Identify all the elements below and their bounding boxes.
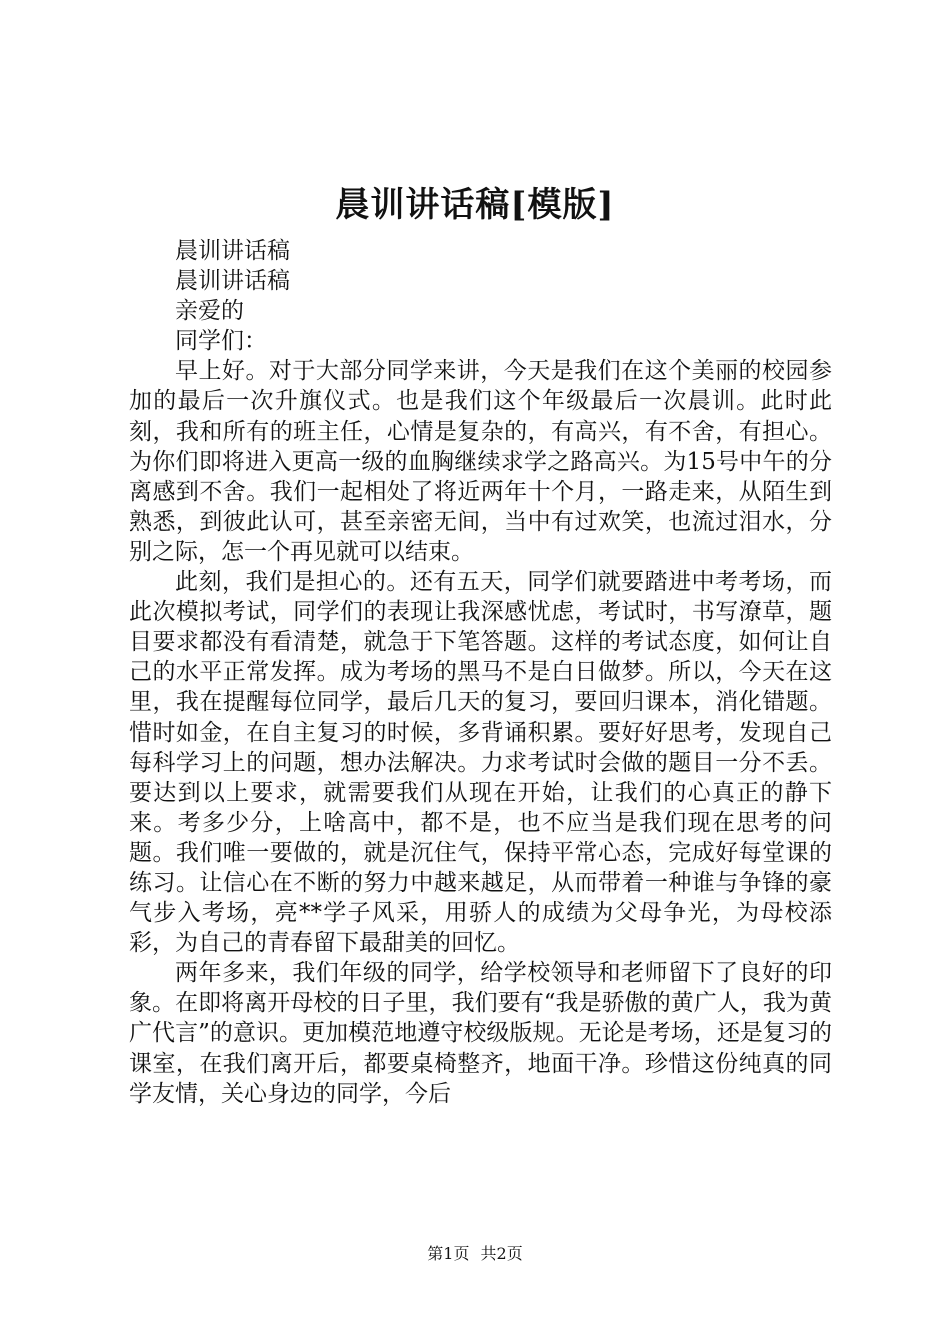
page-number: 第1页	[427, 1244, 470, 1263]
paragraph: 此刻，我们是担心的。还有五天，同学们就要踏进中考考场，而此次模拟考试，同学们的表现让我深感忧虑，考试时，书写潦草，题目要求都没有看清楚，就急于下笔答题。这样的考试态度，如何让自己的水平正常发挥。成为考场的黑马不是白日做梦。所以，今天在这里，我在提醒每位同学，最后几天的复习，要回归课本，消化错题。惜时如金，在自主复习的时候，多背诵积累。要好好思考，发现自己每科学习上的问题，想办法解决。力求考试时会做的题目一分不丢。要达到以上要求，就需要我们从现在开始，让我们的心真正的静下来。考多少分，上啥高中，都不是，也不应当是我们现在思考的问题。我们唯一要做的，就是沉住气，保持平常心态，完成好每堂课的练习。让信心在不断的努力中越来越足，从而带着一种谁与争锋的豪气步入考场，亮**学子风采，用骄人的成绩为父母争光，为母校添彩，为自己的青春留下最甜美的回忆。	[129, 569, 832, 957]
document-body	[129, 236, 832, 1109]
paragraph: 早上好。对于大部分同学来讲，今天是我们在这个美丽的校园参加的最后一次升旗仪式。也是我们这个年级最后一次晨训。此时此刻，我和所有的班主任，心情是复杂的，有高兴，有不舍，有担心。为你们即将进入更高一级的血胸继续求学之路高兴。为15号中午的分离感到不舍。我们一起相处了将近两年十个月，一路走来，从陌生到熟悉，到彼此认可，甚至亲密无间，当中有过欢笑，也流过泪水，分别之际，怎一个再见就可以结束。	[129, 358, 832, 565]
document-title: 晨训讲话稿[模版]	[335, 185, 615, 225]
page-footer	[0, 1243, 950, 1265]
page-total: 共2页	[480, 1244, 523, 1263]
paragraph: 同学们：	[175, 328, 267, 355]
paragraph: 晨训讲话稿	[175, 238, 290, 264]
paragraph: 晨训讲话稿	[175, 268, 290, 295]
paragraph: 亲爱的	[175, 298, 244, 325]
paragraph: 两年多来，我们年级的同学，给学校领导和老师留下了良好的印象。在即将离开母校的日子里，我们要有“我是骄傲的黄广人，我为黄广代言”的意识。更加模范地遵守校级版规。无论是考场，还是复习的课室，在我们离开后，都要桌椅整齐，地面干净。珍惜这份纯真的同学友情，关心身边的同学，今后	[129, 960, 832, 1107]
